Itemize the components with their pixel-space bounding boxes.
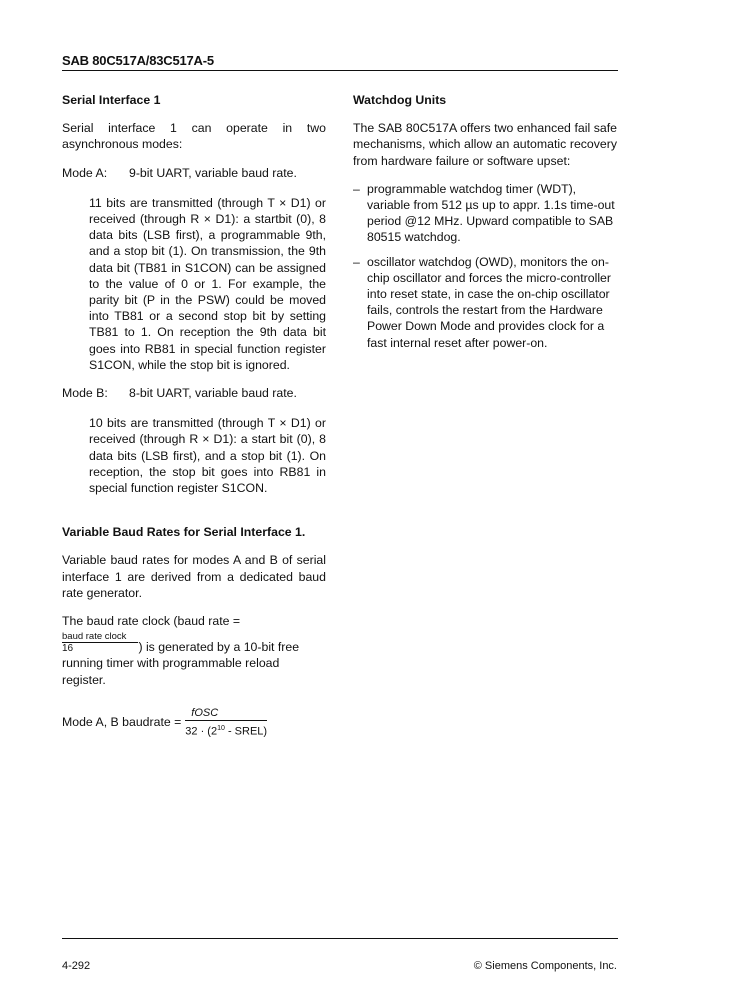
baud-clock-fraction bbox=[62, 631, 138, 654]
mode-b-label: Mode B: bbox=[62, 386, 108, 401]
mode-b-description: 10 bits are transmitted (through T × D1) or received (through R × D1): a start bit (0), 8 data bits (LSB first), and a stop bit (1). On reception, the stop bit goes into RB81 in special function register S1CON. bbox=[89, 416, 326, 496]
header-title: SAB 80C517A/83C517A-5 bbox=[62, 53, 214, 68]
formula-label: Mode A, B baudrate = bbox=[62, 715, 182, 730]
formula-den-b: - SREL) bbox=[224, 725, 268, 738]
left-column bbox=[62, 92, 326, 739]
fraction-denominator: 16 bbox=[62, 643, 74, 655]
formula-numerator: fOSC bbox=[191, 706, 219, 719]
watchdog-list-item-wdt: – programmable watchdog timer (WDT), variable from 512 µs up to appr. 1.1s time-out period @12 MHz. Upward compatible to SAB 80515 watchdog. bbox=[353, 181, 617, 246]
watchdog-intro: The SAB 80C517A offers two enhanced fail safe mechanisms, which allow an automatic recovery from hardware failure or software upset: bbox=[353, 121, 617, 168]
baud-clock-continuation bbox=[62, 631, 326, 688]
baud-rates-intro: Variable baud rates for modes A and B of serial interface 1 are derived from a dedicated baud rate generator. bbox=[62, 553, 326, 600]
formula-denominator bbox=[185, 720, 267, 739]
right-column bbox=[353, 92, 617, 359]
baud-clock-line: The baud rate clock (baud rate = bbox=[62, 614, 241, 629]
watchdog-list-item-owd: – oscillator watchdog (OWD), monitors the on-chip oscillator and forces the micro-controller into reset state, in case the on-chip oscillator fails, controls the restart from the Hardware Power Down Mode and provides clock for a fast internal reset after power-on. bbox=[353, 254, 617, 351]
copyright: © Siemens Components, Inc. bbox=[473, 960, 617, 972]
serial-interface-heading: Serial Interface 1 bbox=[62, 93, 161, 107]
baud-rates-heading: Variable Baud Rates for Serial Interface 1. bbox=[62, 525, 306, 540]
footer-rule bbox=[62, 938, 618, 939]
mode-a-text: 9-bit UART, variable baud rate. bbox=[129, 165, 297, 180]
mode-a-line bbox=[62, 165, 326, 181]
formula-exponent: 10 bbox=[217, 724, 225, 732]
mode-b-text: 8-bit UART, variable baud rate. bbox=[129, 386, 297, 401]
page-number: 4-292 bbox=[62, 960, 91, 972]
mode-a-description: 11 bits are transmitted (through T × D1) or received (through R × D1): a startbit (0), 8 data bits (LSB first), a programmable 9th, and a stop bit (1). On transmission, the 9th data bit (TB81 in S1CON) can be assigned to the value of 0 or 1. For example, the parity bit (P in the PSW) could be moved into TB81 or a second stop bit by setting TB81 to 1. On reception the 9th data bit goes into RB81 in special function register S1CON, while the stop bit is ignored. bbox=[89, 195, 326, 372]
mode-b-line bbox=[62, 385, 326, 401]
baudrate-formula bbox=[62, 706, 326, 739]
mode-a-label: Mode A: bbox=[62, 165, 108, 180]
formula-den-a: 32 · (2 bbox=[185, 725, 218, 738]
watchdog-heading: Watchdog Units bbox=[353, 93, 447, 107]
watchdog-list bbox=[353, 181, 617, 351]
serial-intro: Serial interface 1 can operate in two asynchronous modes: bbox=[62, 121, 326, 152]
page-header bbox=[62, 53, 618, 71]
formula-fraction bbox=[185, 706, 267, 739]
fraction-numerator: baud rate clock bbox=[62, 631, 138, 643]
baud-clock-text: ) is generated by a 10-bit free running timer with programmable reload register. bbox=[62, 640, 300, 687]
